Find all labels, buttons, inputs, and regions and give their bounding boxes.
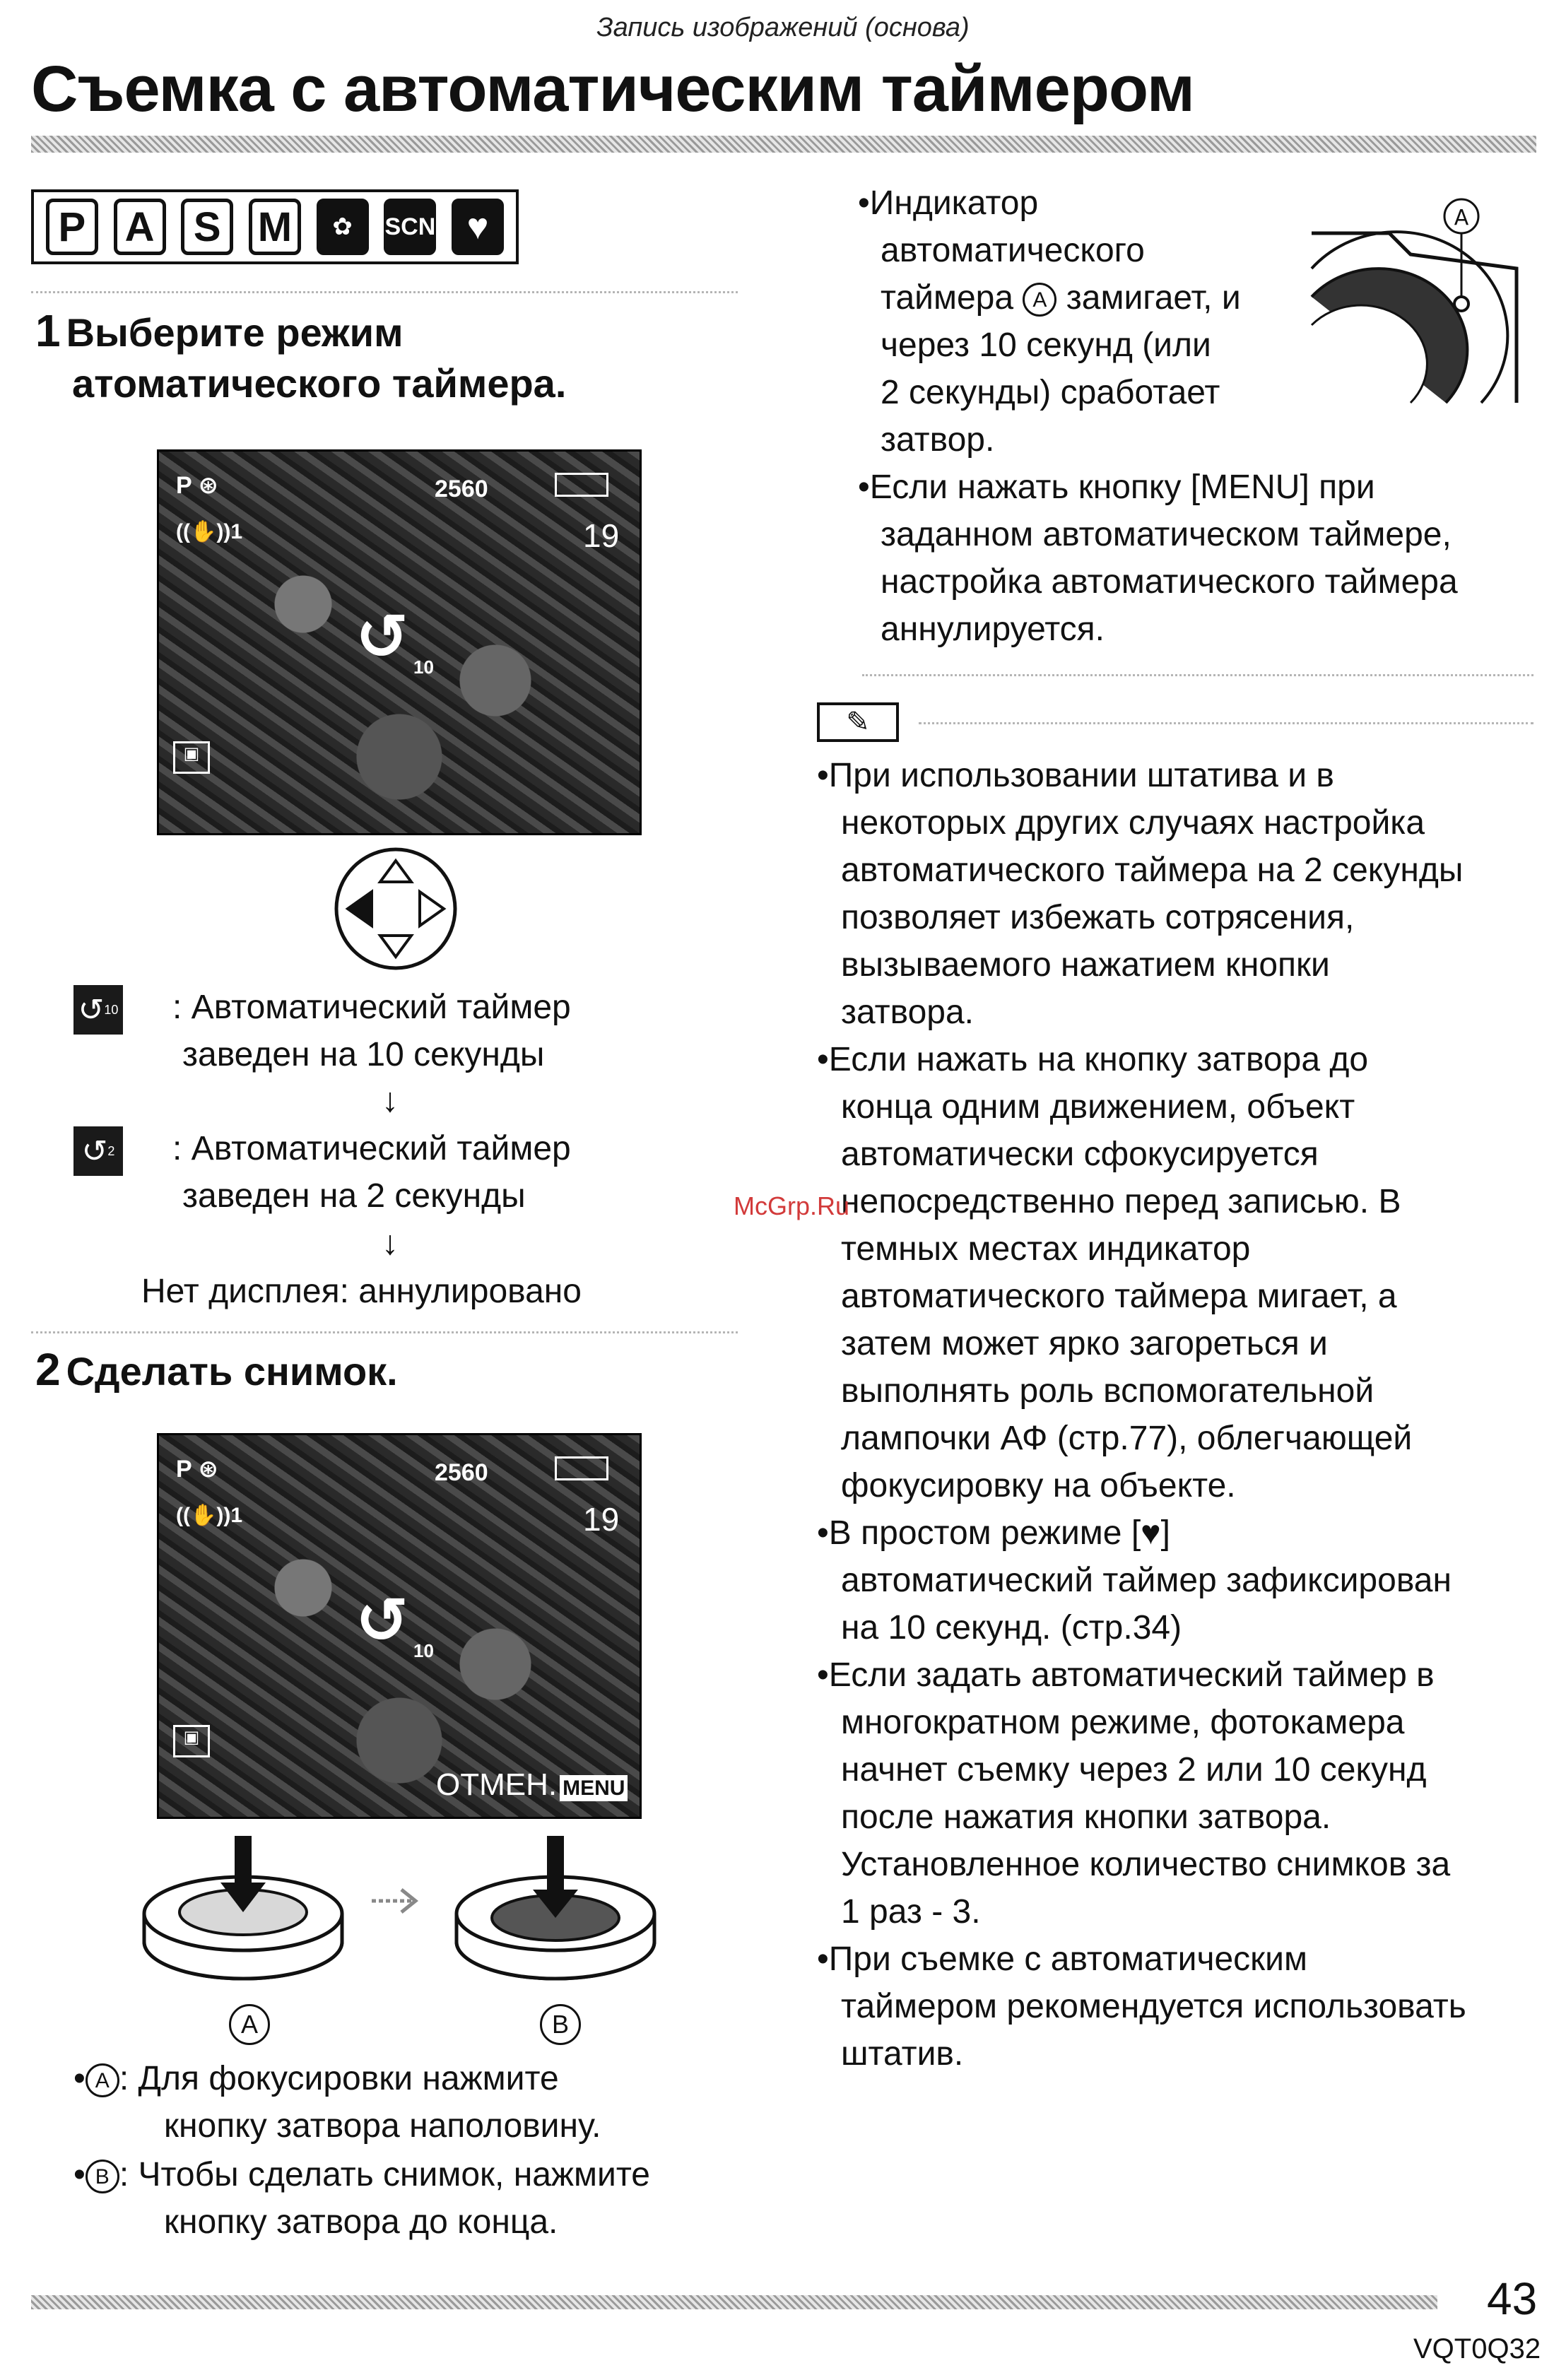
self-timer-icon: ↺: [355, 602, 409, 673]
arrow-down-1: ↓: [382, 1082, 399, 1119]
note-5: [817, 1936, 1545, 2078]
note-2: [817, 1036, 1545, 1509]
note-half-press: [73, 2055, 601, 2150]
remaining-shots: 19: [583, 1501, 620, 1538]
note-b-line2: кнопку затвора до конца.: [164, 2203, 558, 2241]
step-1-number: 1: [35, 305, 61, 356]
note-3-line: автоматический таймер зафиксирован: [841, 1562, 1452, 1599]
mode-indicator-icon: P ⊛: [176, 1456, 218, 1483]
indicator-note: [858, 179, 1241, 464]
option-2s-colon: :: [172, 1130, 192, 1167]
document-code: VQT0Q32: [1413, 2333, 1541, 2364]
option-10s: [172, 984, 571, 1078]
note-2-line: фокусировку на объекте.: [841, 1467, 1236, 1504]
label-a-circle: A: [229, 2004, 270, 2045]
mode-p-icon: P: [46, 199, 98, 255]
indicator-line-3b: замигает, и: [1066, 279, 1241, 317]
note-1-line: затвора.: [841, 994, 975, 1031]
picture-size: 2560: [435, 476, 488, 502]
note-3-line: на 10 секунд. (стр.34): [841, 1609, 1182, 1646]
note-2-line: затем может ярко загореться и: [841, 1325, 1328, 1362]
watermark: McGrp.Ru: [734, 1191, 850, 1220]
note-4-line: •Если задать автоматический таймер в: [817, 1656, 1435, 1694]
option-none: Нет дисплея: аннулировано: [141, 1273, 582, 1310]
note-1-line: автоматического таймера на 2 секунды: [841, 852, 1464, 889]
note-b-line1: Чтобы сделать снимок, нажмите: [138, 2156, 650, 2193]
menu-note-line-3: настройка автоматического таймера: [881, 563, 1458, 601]
mode-macro-icon: ✿: [317, 199, 369, 255]
memo-icon: ✎: [817, 702, 899, 742]
note-3-line: •В простом режиме [♥]: [817, 1514, 1170, 1552]
mode-a-icon: A: [114, 199, 166, 255]
option-2s: [172, 1125, 571, 1220]
step-1-line1: Выберите режим: [66, 310, 404, 355]
menu-badge: MENU: [560, 1775, 628, 1801]
note-a-bullet: •: [73, 2060, 86, 2097]
note-2-line: лампочки АФ (стр.77), облегчающей: [841, 1420, 1413, 1457]
step-2: [35, 1344, 398, 1397]
mode-s-icon: S: [181, 199, 233, 255]
note-4-line: 1 раз - 3.: [841, 1893, 981, 1931]
step-2-number: 2: [35, 1344, 61, 1395]
indicator-line-5: 2 секунды) сработает: [881, 374, 1220, 411]
footer-bar: [31, 2295, 1437, 2309]
note-4-line: после нажатия кнопки затвора.: [841, 1798, 1331, 1836]
menu-cancel-note: [858, 464, 1458, 653]
indicator-callout-a: A: [1023, 283, 1056, 317]
mode-indicator-icon: P ⊛: [176, 472, 218, 499]
mode-icons: [31, 189, 519, 264]
shutter-half-press-diagram: [137, 1829, 349, 1984]
stabilizer-icon: ((✋))1: [176, 520, 242, 543]
note-1-line: некоторых других случаях настройка: [841, 804, 1425, 842]
note-b-label: B: [86, 2160, 119, 2193]
battery-icon: [555, 1456, 608, 1480]
note-2-line: выполнять роль вспомогательной: [841, 1372, 1374, 1410]
menu-note-line-1: •Если нажать кнопку [MENU] при: [858, 469, 1375, 506]
cancel-text: ОТМЕН.: [436, 1767, 558, 1802]
note-5-line: •При съемке с автоматическим: [817, 1940, 1307, 1978]
note-3: [817, 1509, 1545, 1651]
note-4-line: начнет съемку через 2 или 10 секунд: [841, 1751, 1427, 1789]
self-timer-icon: ↺: [355, 1586, 409, 1656]
svg-text:A: A: [1454, 206, 1469, 230]
note-5-line: таймером рекомендуется использовать: [841, 1988, 1466, 2025]
step-2-label: Сделать снимок.: [66, 1349, 398, 1394]
option-2s-line1: Автоматический таймер: [191, 1130, 571, 1167]
divider: [31, 291, 738, 293]
indicator-line-1: •Индикатор: [858, 184, 1039, 222]
lcd-screen-1: [157, 449, 642, 835]
note-a-line2: кнопку затвора наполовину.: [164, 2107, 601, 2145]
title-underline: [31, 136, 1536, 153]
note-1-line: позволяет избежать сотрясения,: [841, 899, 1355, 936]
arrow-down-2: ↓: [382, 1225, 399, 1262]
timer-10-icon: ↺ 10: [73, 985, 123, 1035]
note-1: [817, 752, 1545, 1036]
step-1: [35, 305, 566, 409]
notes-list: [817, 752, 1545, 2078]
note-2-line: конца одним движением, объект: [841, 1088, 1355, 1126]
note-a-label: A: [86, 2063, 119, 2097]
step-1-line2: атоматического таймера.: [72, 361, 567, 406]
option-10s-line1: Автоматический таймер: [191, 989, 571, 1026]
timer-2-sub: 2: [107, 1143, 115, 1158]
note-4-line: Установленное количество снимков за: [841, 1846, 1451, 1883]
stabilizer-icon: ((✋))1: [176, 1504, 242, 1527]
cursor-button-icon: [332, 845, 459, 972]
divider: [919, 722, 1533, 724]
arrow-right-icon: [369, 1880, 425, 1922]
mode-simple-icon: ♥: [452, 199, 504, 255]
option-10s-colon: :: [172, 989, 192, 1026]
battery-icon: [555, 473, 608, 497]
shutter-full-press-diagram: [449, 1829, 661, 1984]
mode-scn-icon: SCN: [384, 199, 436, 255]
metering-icon: ▣: [173, 741, 210, 774]
option-2s-line2: заведен на 2 секунды: [182, 1177, 526, 1215]
note-a-colon: :: [119, 2060, 139, 2097]
page-title: Съемка с автоматическим таймером: [31, 53, 1194, 125]
self-timer-subscript: 10: [413, 1640, 434, 1661]
section-caption: Запись изображений (основа): [596, 13, 970, 42]
indicator-line-3a: таймера: [881, 279, 1014, 317]
camera-front-illustration: [1305, 191, 1538, 417]
indicator-line-6: затвор.: [881, 421, 995, 459]
indicator-line-3: [881, 274, 1241, 322]
note-full-press: [73, 2151, 650, 2246]
note-a-line1: Для фокусировки нажмите: [138, 2060, 559, 2097]
note-2-line: автоматически сфокусируется: [841, 1136, 1319, 1173]
picture-size: 2560: [435, 1459, 488, 1486]
menu-note-line-2: заданном автоматическом таймере,: [881, 516, 1452, 553]
note-2-line: непосредственно перед записью. В: [841, 1183, 1401, 1220]
timer-2-icon: ↺ 2: [73, 1126, 123, 1176]
note-b-colon: :: [119, 2156, 139, 2193]
lcd-screen-2: [157, 1433, 642, 1819]
note-4-line: многократном режиме, фотокамера: [841, 1704, 1405, 1741]
page-number: 43: [1487, 2273, 1538, 2324]
note-1-line: •При использовании штатива и в: [817, 757, 1334, 794]
self-timer-subscript: 10: [413, 656, 434, 678]
indicator-line-2: автоматического: [881, 232, 1145, 269]
note-b-bullet: •: [73, 2156, 86, 2193]
mode-m-icon: M: [249, 199, 301, 255]
note-2-line: автоматического таймера мигает, а: [841, 1278, 1397, 1315]
note-5-line: штатив.: [841, 2035, 964, 2073]
indicator-line-4: через 10 секунд (или: [881, 326, 1211, 364]
option-10s-line2: заведен на 10 секунды: [182, 1036, 545, 1073]
divider: [31, 1331, 738, 1333]
cancel-label: [436, 1767, 628, 1803]
timer-10-sub: 10: [104, 1002, 119, 1017]
note-2-line: •Если нажать на кнопку затвора до: [817, 1041, 1369, 1078]
note-1-line: вызываемого нажатием кнопки: [841, 946, 1330, 984]
divider: [862, 674, 1533, 676]
label-b-circle: B: [540, 2004, 581, 2045]
note-2-line: темных местах индикатор: [841, 1230, 1251, 1268]
metering-icon: ▣: [173, 1725, 210, 1757]
menu-note-line-4: аннулируется.: [881, 611, 1105, 648]
note-4: [817, 1651, 1545, 1936]
remaining-shots: 19: [583, 517, 620, 554]
